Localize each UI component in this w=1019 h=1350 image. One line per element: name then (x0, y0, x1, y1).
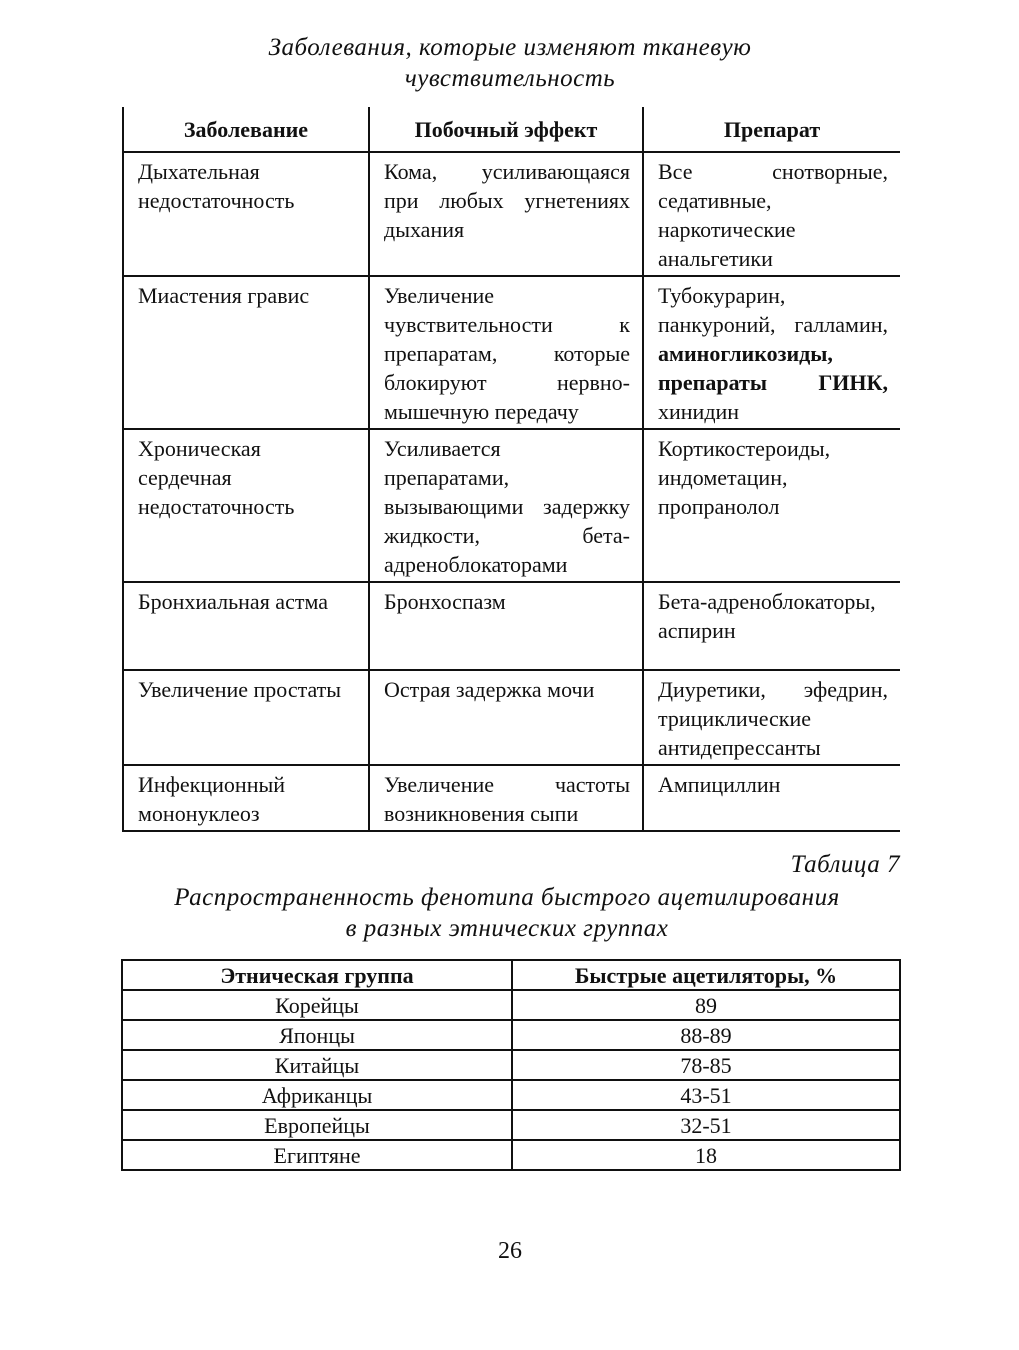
acetylators-table (121, 959, 901, 1171)
drug-cell: Кортикостероиды, индометацин, пропранолол (643, 429, 900, 582)
group-cell: Корейцы (122, 990, 512, 1020)
header-fast-acetylators: Быстрые ацетиляторы, % (512, 960, 900, 990)
group-cell: Европейцы (122, 1110, 512, 1140)
drug-cell: Диуретики, эфедрин, трициклические антидепрессанты (643, 670, 900, 765)
group-cell: Китайцы (122, 1050, 512, 1080)
table7-label: Таблица 7 (790, 851, 900, 878)
drug-cell: Ампициллин (643, 765, 900, 831)
drug-cell: Бета-адреноблокаторы, аспирин (643, 582, 900, 670)
drug-cell: Все снотворные, седативные, наркотические анальгетики (643, 152, 900, 276)
table1-caption-line1: Заболевания, которые изменяют тканевую (268, 34, 752, 61)
value-cell: 88-89 (512, 1020, 900, 1050)
table-row (122, 1140, 900, 1170)
table1-caption (122, 32, 898, 94)
disease-cell: Хроническая сердечная недостаточность (123, 429, 369, 582)
table-row (122, 1110, 900, 1140)
effect-cell: Бронхоспазм (369, 582, 643, 670)
group-cell: Африканцы (122, 1080, 512, 1110)
disease-cell: Инфекционный мононуклеоз (123, 765, 369, 831)
group-cell: Египтяне (122, 1140, 512, 1170)
table-row (122, 1050, 900, 1080)
drug-cell (643, 276, 900, 429)
header-disease: Заболевание (123, 107, 369, 152)
effect-cell: Кома, усиливающаяся при любых угнетениях дыхания (369, 152, 643, 276)
value-cell: 18 (512, 1140, 900, 1170)
disease-cell: Дыхательная недостаточность (123, 152, 369, 276)
table-row (123, 670, 900, 765)
drug-text-bold: аминогликозиды, препараты ГИНК, (658, 341, 888, 395)
table-row (122, 1020, 900, 1050)
header-effect: Побочный эффект (369, 107, 643, 152)
table1-caption-line2: чувствительность (404, 65, 616, 92)
table-header-row (122, 960, 900, 990)
table7-caption (112, 882, 902, 944)
disease-cell: Увеличение простаты (123, 670, 369, 765)
table-row (123, 276, 900, 429)
value-cell: 43-51 (512, 1080, 900, 1110)
header-drug: Препарат (643, 107, 900, 152)
table-row (123, 152, 900, 276)
page-number: 26 (498, 1238, 522, 1264)
diseases-table (122, 107, 900, 832)
table7-caption-line2: в разных этнических группах (345, 915, 669, 942)
group-cell: Японцы (122, 1020, 512, 1050)
table7-caption-line1: Распространенность фенотипа быстрого ацетилирования (174, 884, 840, 911)
table-row (122, 990, 900, 1020)
value-cell: 78-85 (512, 1050, 900, 1080)
disease-cell: Бронхиальная астма (123, 582, 369, 670)
effect-cell: Острая задержка мочи (369, 670, 643, 765)
table-row (123, 765, 900, 831)
value-cell: 89 (512, 990, 900, 1020)
table-row (122, 1080, 900, 1110)
header-ethnic-group: Этническая группа (122, 960, 512, 990)
disease-cell: Миастения гравис (123, 276, 369, 429)
effect-cell: Увеличение чувствительности к препаратам, которые блокируют нервно-мышечную передачу (369, 276, 643, 429)
table-row (123, 429, 900, 582)
table-row (123, 582, 900, 670)
drug-text: Тубокурарин, панкуроний, галламин, (658, 283, 888, 337)
effect-cell: Увеличение частоты возникновения сыпи (369, 765, 643, 831)
table-header-row (123, 107, 900, 152)
effect-cell: Усиливается препаратами, вызывающими задержку жидкости, бета-адреноблокаторами (369, 429, 643, 582)
value-cell: 32-51 (512, 1110, 900, 1140)
drug-text: хинидин (658, 399, 740, 424)
